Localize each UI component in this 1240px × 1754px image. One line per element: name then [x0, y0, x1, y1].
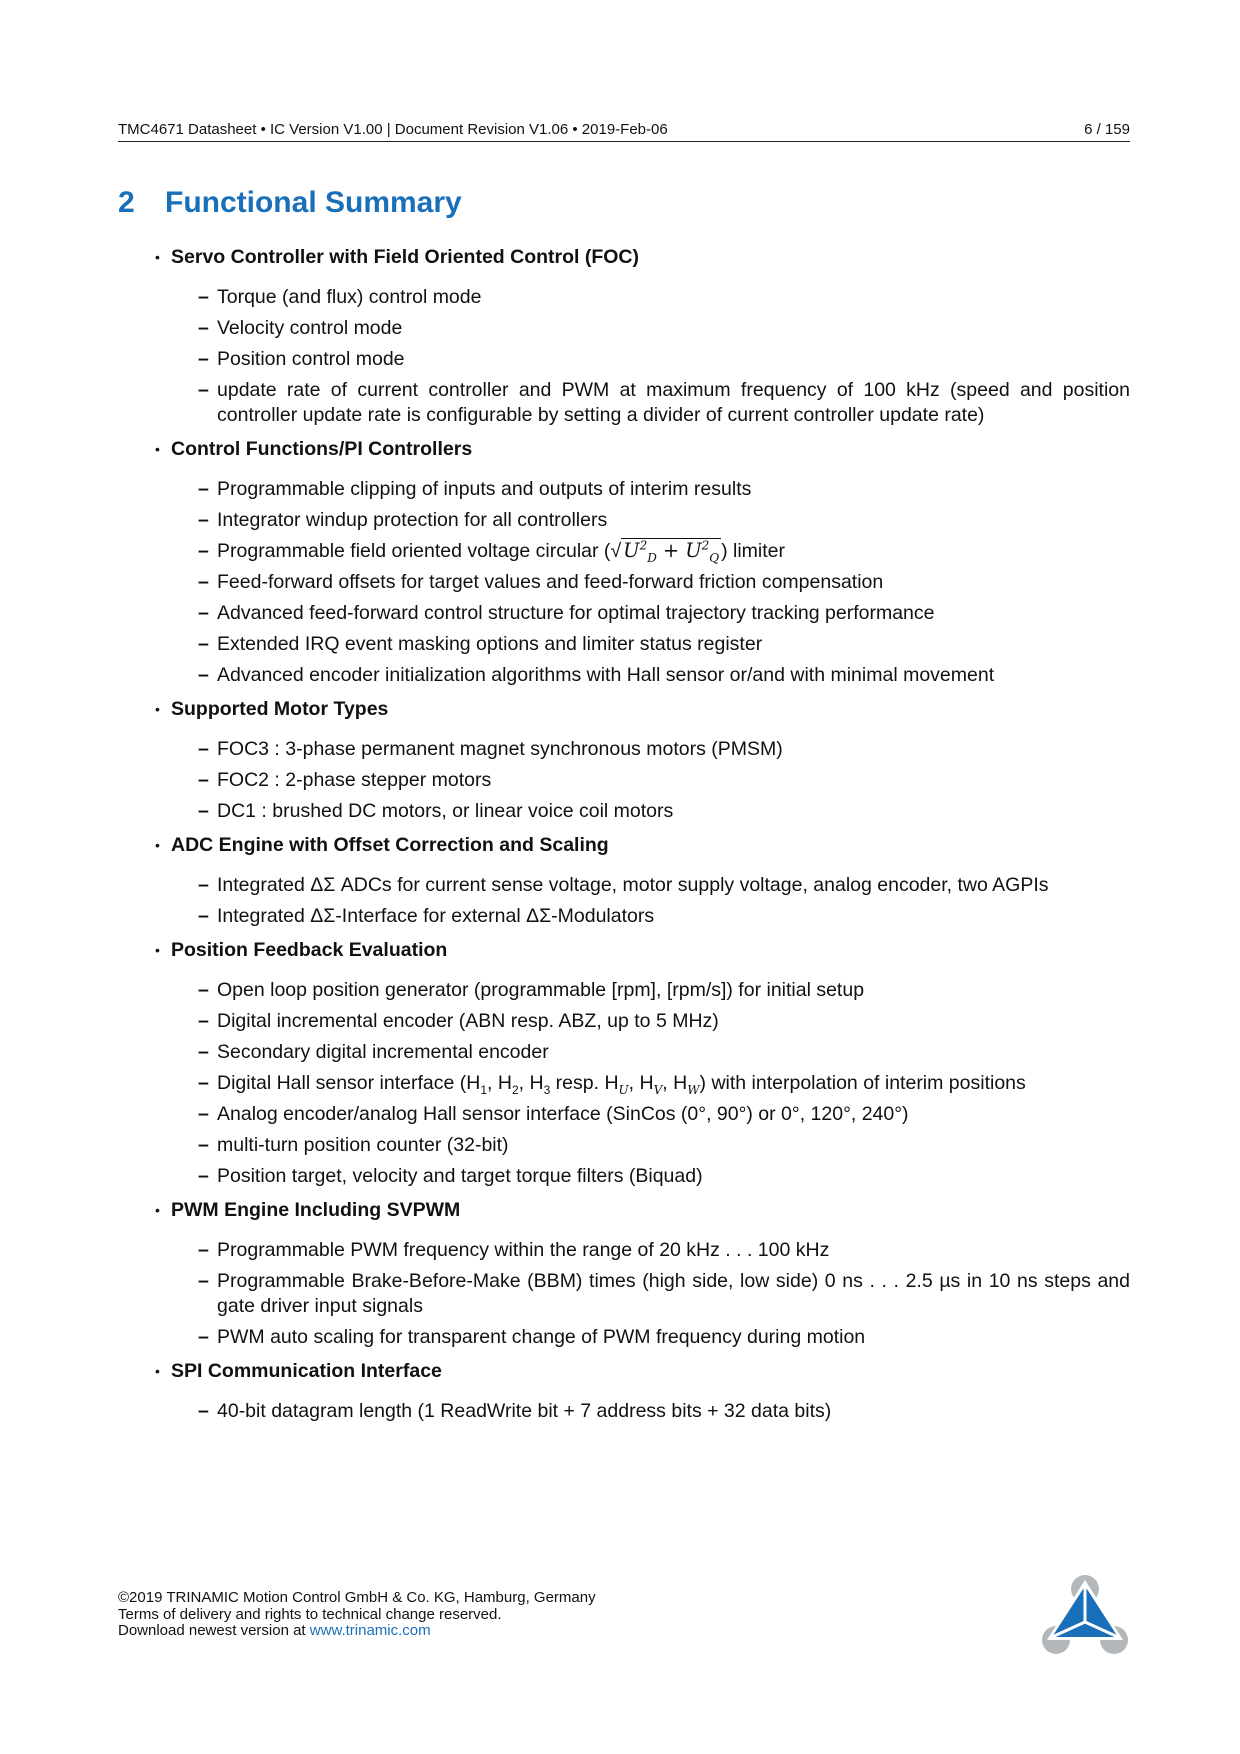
list-item-text: Programmable clipping of inputs and outputs of interim results	[217, 478, 752, 500]
subscript: 2	[511, 1082, 519, 1097]
subscript: W	[687, 1082, 700, 1097]
item-list	[155, 978, 1130, 1189]
section-heading	[155, 245, 1130, 270]
page-header	[118, 121, 1130, 142]
section-heading-text: PWM Engine Including SVPWM	[171, 1199, 461, 1221]
subscript: 3	[543, 1082, 551, 1097]
dash-icon: –	[198, 800, 209, 822]
list-item-text: PWM auto scaling for transparent change of PWM frequency during motion	[217, 1326, 866, 1348]
list-item	[198, 663, 1130, 688]
text-part: , H	[487, 1072, 512, 1094]
section-block	[155, 1359, 1130, 1424]
bullet-icon: •	[155, 249, 160, 265]
text-part: ) with interpolation of interim positions	[699, 1072, 1026, 1094]
text-part: , H	[628, 1072, 654, 1094]
bullet-icon: •	[155, 701, 160, 717]
text-part: , H	[518, 1072, 544, 1094]
item-list	[155, 873, 1130, 929]
dash-icon: –	[198, 540, 209, 562]
footer	[118, 1590, 596, 1640]
list-item	[198, 1040, 1130, 1065]
list-item	[198, 508, 1130, 533]
section-heading-text: Servo Controller with Field Oriented Control (FOC)	[171, 246, 640, 268]
list-item-text: Analog encoder/analog Hall sensor interface (SinCos (0°, 90°) or 0°, 120°, 240°)	[217, 1103, 909, 1125]
section-heading	[155, 1359, 1130, 1384]
section-heading	[155, 437, 1130, 462]
sqrt-formula	[621, 538, 721, 565]
copyright: ©2019 TRINAMIC Motion Control GmbH & Co. KG, Hamburg, Germany	[118, 1589, 596, 1606]
bullet-icon: •	[155, 837, 160, 853]
section-block	[155, 1198, 1130, 1350]
list-item	[198, 316, 1130, 341]
list-item-text: Position control mode	[217, 348, 405, 370]
list-item	[198, 570, 1130, 595]
header-doc-info: TMC4671 Datasheet • IC Version V1.00 | Document Revision V1.06 • 2019-Feb-06	[118, 121, 668, 138]
list-item-text: update rate of current controller and PWM at maximum frequency of 100 kHz (speed and position controller update rate is configurable by setting a divider of current controller update rate)	[217, 379, 1130, 426]
dash-icon: –	[198, 509, 209, 531]
list-item	[198, 1071, 1130, 1096]
list-item-text	[217, 1071, 1130, 1096]
text-part: , H	[662, 1072, 688, 1094]
list-item-text: Programmable field oriented voltage circular (√ $U^2_D + U^2_Q$ ) limiter	[217, 538, 786, 565]
list-item-text: Feed-forward offsets for target values and feed-forward friction compensation	[217, 571, 884, 593]
exponent: 2	[639, 538, 648, 553]
u-symbol: U	[685, 539, 702, 562]
terms: Terms of delivery and rights to technical change reserved.	[118, 1605, 502, 1623]
dash-icon: –	[198, 905, 209, 927]
item-list	[155, 477, 1130, 688]
list-item-text: Position target, velocity and target torque filters (Biquad)	[217, 1165, 703, 1187]
list-item	[198, 347, 1130, 372]
summary-list	[155, 245, 1130, 1433]
item-list	[155, 1399, 1130, 1424]
dash-icon: –	[198, 348, 209, 370]
list-item	[198, 601, 1130, 626]
dash-icon: –	[198, 1270, 209, 1292]
list-item-text: Velocity control mode	[217, 317, 403, 339]
section-heading-text: Supported Motor Types	[171, 698, 389, 720]
text-part: Digital Hall sensor interface (H	[217, 1072, 481, 1094]
list-item	[198, 1133, 1130, 1158]
list-item-text: DC1 : brushed DC motors, or linear voice coil motors	[217, 800, 674, 822]
formula-prefix: Programmable field oriented voltage circular (	[217, 540, 611, 562]
section-title	[118, 186, 462, 220]
item-list	[155, 737, 1130, 824]
section-heading-text: SPI Communication Interface	[171, 1360, 442, 1382]
dash-icon: –	[198, 874, 209, 896]
subscript: V	[653, 1082, 663, 1097]
dash-icon: –	[198, 1239, 209, 1261]
dash-icon: –	[198, 738, 209, 760]
exponent: 2	[701, 538, 710, 553]
list-item-text: Secondary digital incremental encoder	[217, 1041, 549, 1063]
list-item-text: Digital incremental encoder (ABN resp. ABZ, up to 5 MHz)	[217, 1010, 719, 1032]
bullet-icon: •	[155, 441, 160, 457]
list-item	[198, 632, 1130, 657]
list-item	[198, 768, 1130, 793]
dash-icon: –	[198, 571, 209, 593]
list-item-text: Open loop position generator (programmable [rpm], [rpm/s]) for initial setup	[217, 979, 865, 1001]
list-item	[198, 378, 1130, 428]
list-item-text: Extended IRQ event masking options and limiter status register	[217, 633, 763, 655]
list-item	[198, 978, 1130, 1003]
list-item-text: Advanced feed-forward control structure for optimal trajectory tracking performance	[217, 602, 935, 624]
section-heading-text: ADC Engine with Offset Correction and Scaling	[171, 834, 609, 856]
dash-icon: –	[198, 1041, 209, 1063]
section-heading	[155, 1198, 1130, 1223]
page-number: 6 / 159	[1084, 121, 1130, 138]
dash-icon: –	[198, 1165, 209, 1187]
dash-icon: –	[198, 1072, 209, 1094]
download-text: Download newest version at	[118, 1622, 310, 1639]
section-number: 2	[118, 186, 135, 219]
list-item	[198, 477, 1130, 502]
list-item-text: Integrated ΔΣ ADCs for current sense voltage, motor supply voltage, analog encoder, two AGPIs	[217, 874, 1049, 896]
list-item-text: Integrated ΔΣ-Interface for external ΔΣ-Modulators	[217, 905, 655, 927]
list-item	[198, 1238, 1130, 1263]
list-item	[198, 904, 1130, 929]
section-title-text: Functional Summary	[165, 186, 462, 219]
bullet-icon: •	[155, 1363, 160, 1379]
list-item	[198, 1102, 1130, 1127]
list-item-text: Advanced encoder initialization algorithms with Hall sensor or/and with minimal movement	[217, 664, 995, 686]
section-heading	[155, 938, 1130, 963]
list-item	[198, 1164, 1130, 1189]
list-item	[198, 737, 1130, 762]
list-item-text: Integrator windup protection for all controllers	[217, 509, 608, 531]
section-block	[155, 437, 1130, 688]
plus-sign: +	[662, 539, 680, 562]
dash-icon: –	[198, 602, 209, 624]
dash-icon: –	[198, 1400, 209, 1422]
dash-icon: –	[198, 1103, 209, 1125]
section-heading	[155, 833, 1130, 858]
dash-icon: –	[198, 633, 209, 655]
subscript: 1	[480, 1082, 488, 1097]
formula-suffix: ) limiter	[721, 540, 786, 562]
list-item-text: Torque (and flux) control mode	[217, 286, 482, 308]
section-block	[155, 938, 1130, 1189]
bullet-icon: •	[155, 942, 160, 958]
section-heading-text: Control Functions/PI Controllers	[171, 438, 473, 460]
list-item-text: FOC2 : 2-phase stepper motors	[217, 769, 492, 791]
section-block	[155, 833, 1130, 929]
list-item-text: Programmable PWM frequency within the range of 20 kHz . . . 100 kHz	[217, 1239, 830, 1261]
dash-icon: –	[198, 769, 209, 791]
list-item	[198, 1009, 1130, 1034]
dash-icon: –	[198, 286, 209, 308]
list-item	[198, 1399, 1130, 1424]
list-item	[198, 1325, 1130, 1350]
subscript: U	[618, 1082, 629, 1097]
section-heading	[155, 697, 1130, 722]
dash-icon: –	[198, 1010, 209, 1032]
section-block	[155, 245, 1130, 428]
list-item	[198, 799, 1130, 824]
dash-icon: –	[198, 379, 209, 401]
list-item-text: Programmable Brake-Before-Make (BBM) times (high side, low side) 0 ns . . . 2.5 µs in 10 ns steps and gate driver input signals	[217, 1270, 1130, 1317]
list-item-text: FOC3 : 3-phase permanent magnet synchronous motors (PMSM)	[217, 738, 783, 760]
subscript-q: Q	[709, 550, 720, 565]
trinamic-link[interactable]: www.trinamic.com	[309, 1622, 431, 1639]
text-part: resp. H	[550, 1072, 619, 1094]
dash-icon: –	[198, 664, 209, 686]
list-item-text: multi-turn position counter (32-bit)	[217, 1134, 509, 1156]
bullet-icon: •	[155, 1202, 160, 1218]
list-item-text: 40-bit datagram length (1 ReadWrite bit + 7 address bits + 32 data bits)	[217, 1400, 832, 1422]
subscript-d: D	[647, 550, 657, 565]
section-block	[155, 697, 1130, 824]
trinamic-logo	[1040, 1572, 1130, 1662]
item-list	[155, 285, 1130, 428]
section-heading-text: Position Feedback Evaluation	[171, 939, 448, 961]
dash-icon: –	[198, 979, 209, 1001]
list-item	[198, 285, 1130, 310]
dash-icon: –	[198, 478, 209, 500]
dash-icon: –	[198, 317, 209, 339]
list-item	[198, 1269, 1130, 1319]
list-item	[198, 873, 1130, 898]
item-list	[155, 1238, 1130, 1350]
u-symbol: U	[623, 539, 640, 562]
list-item	[198, 539, 1130, 564]
dash-icon: –	[198, 1326, 209, 1348]
dash-icon: –	[198, 1134, 209, 1156]
